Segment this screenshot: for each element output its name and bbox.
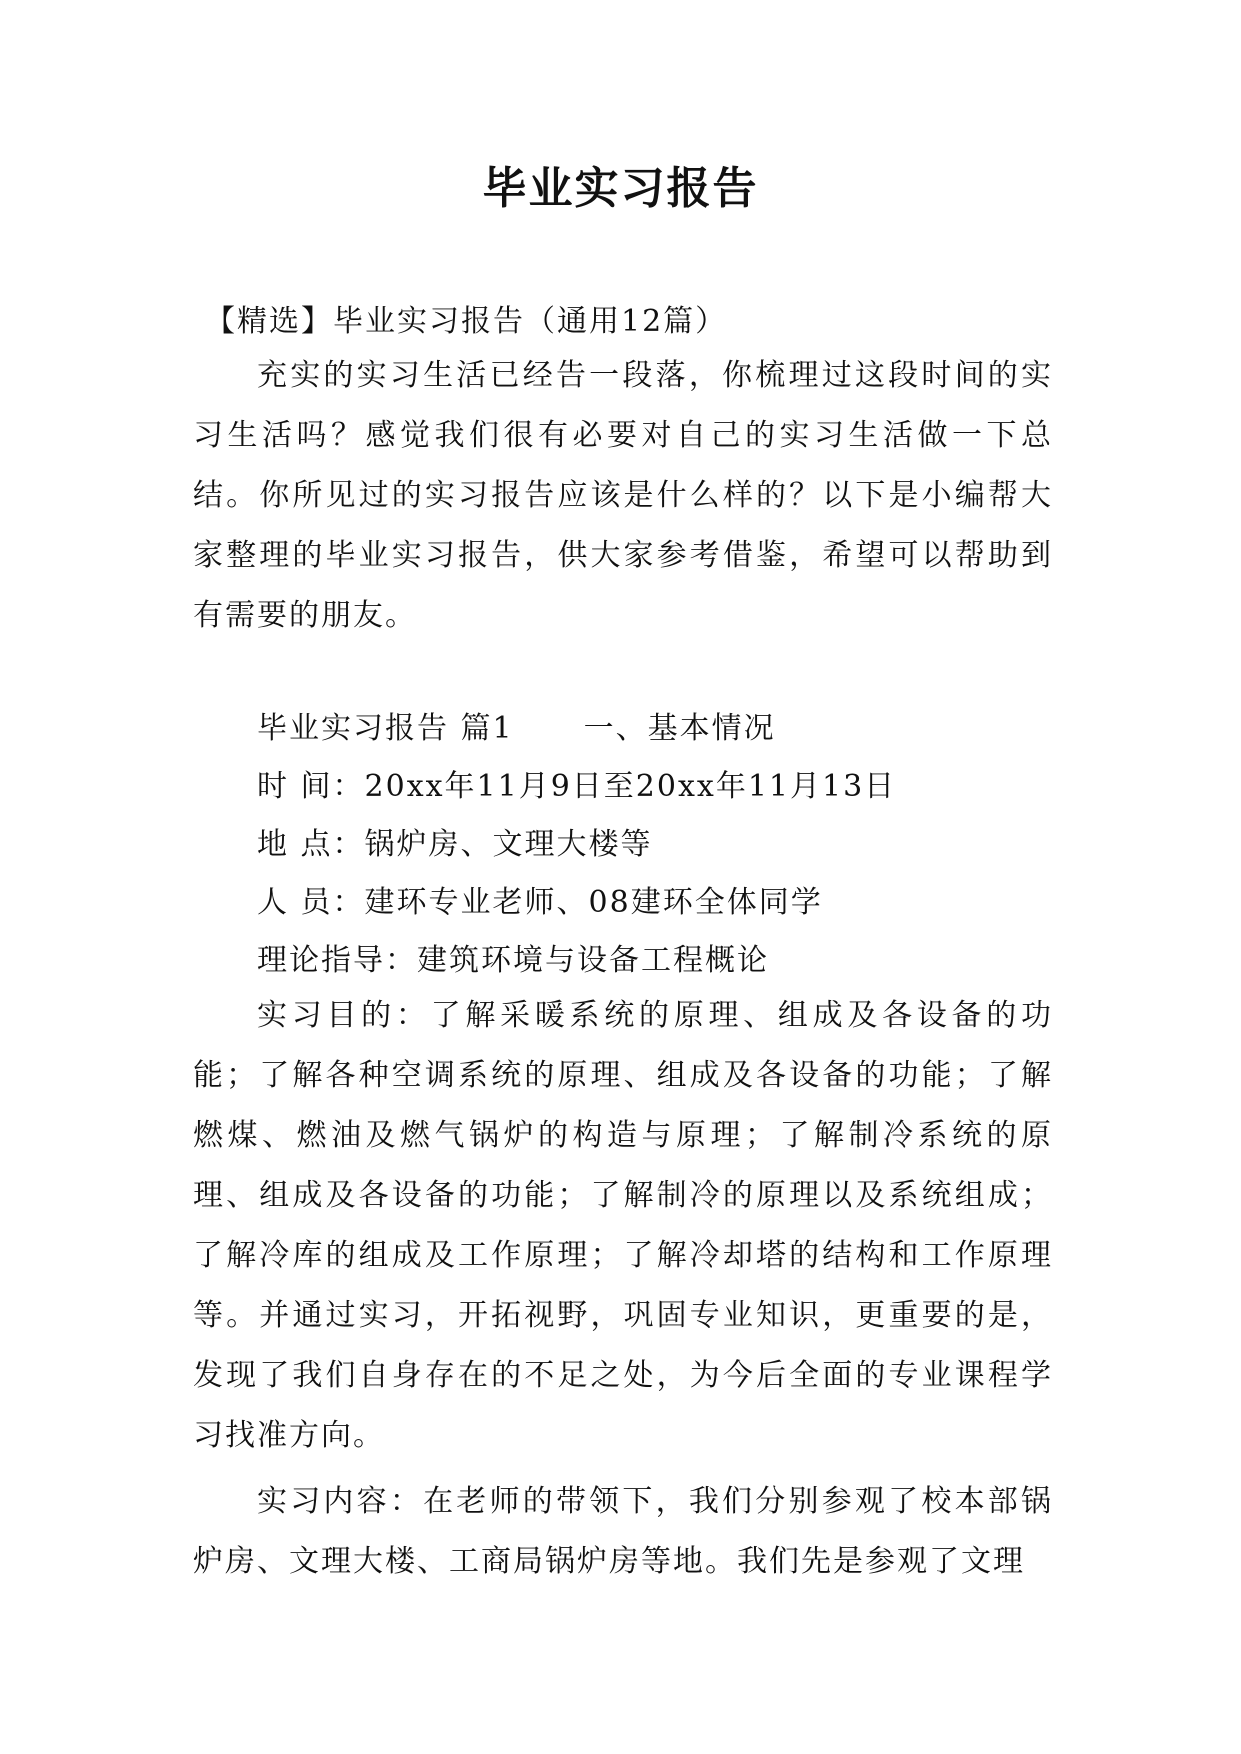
main-section [193, 986, 1053, 1598]
basic-info-block [257, 700, 1057, 990]
place-line: 地 点：锅炉房、文理大楼等 [257, 827, 653, 862]
section-heading-line [257, 700, 1057, 758]
purpose-paragraph: 实习目的：了解采暖系统的原理、组成及各设备的功能；了解各种空调系统的原理、组成及各设备的功能；了解燃煤、燃油及燃气锅炉的构造与原理；了解制冷系统的原理、组成及各设备的功能；了解制冷的原理以及系统组成；了解冷库的组成及工作原理；了解冷却塔的结构和工作原理等。并通过实习，开拓视野，巩固专业知识，更重要的是，发现了我们自身存在的不足之处，为今后全面的专业课程学习找准方向。 [193, 998, 1053, 1453]
document-title: 毕业实习报告 [482, 163, 759, 214]
time-line: 时 间：20xx年11月9日至20xx年11月13日 [257, 769, 897, 804]
theory-line: 理论指导：建筑环境与设备工程概论 [257, 943, 769, 978]
content-paragraph: 实习内容：在老师的带领下，我们分别参观了校本部锅炉房、文理大楼、工商局锅炉房等地。我们先是参观了文理 [193, 1484, 1053, 1579]
people-line: 人 员：建环专业老师、08建环全体同学 [257, 885, 823, 920]
document-subtitle: 【精选】毕业实习报告（通用12篇） [205, 304, 728, 339]
intro-section [193, 346, 1053, 646]
section-heading: 毕业实习报告 篇1 [257, 711, 514, 746]
intro-paragraph: 充实的实习生活已经告一段落，你梳理过这段时间的实习生活吗？感觉我们很有必要对自己的实习生活做一下总结。你所见过的实习报告应该是什么样的？以下是小编帮大家整理的毕业实习报告，供大家参考借鉴，希望可以帮助到有需要的朋友。 [193, 358, 1053, 633]
section-subheading: 一、基本情况 [583, 711, 776, 746]
